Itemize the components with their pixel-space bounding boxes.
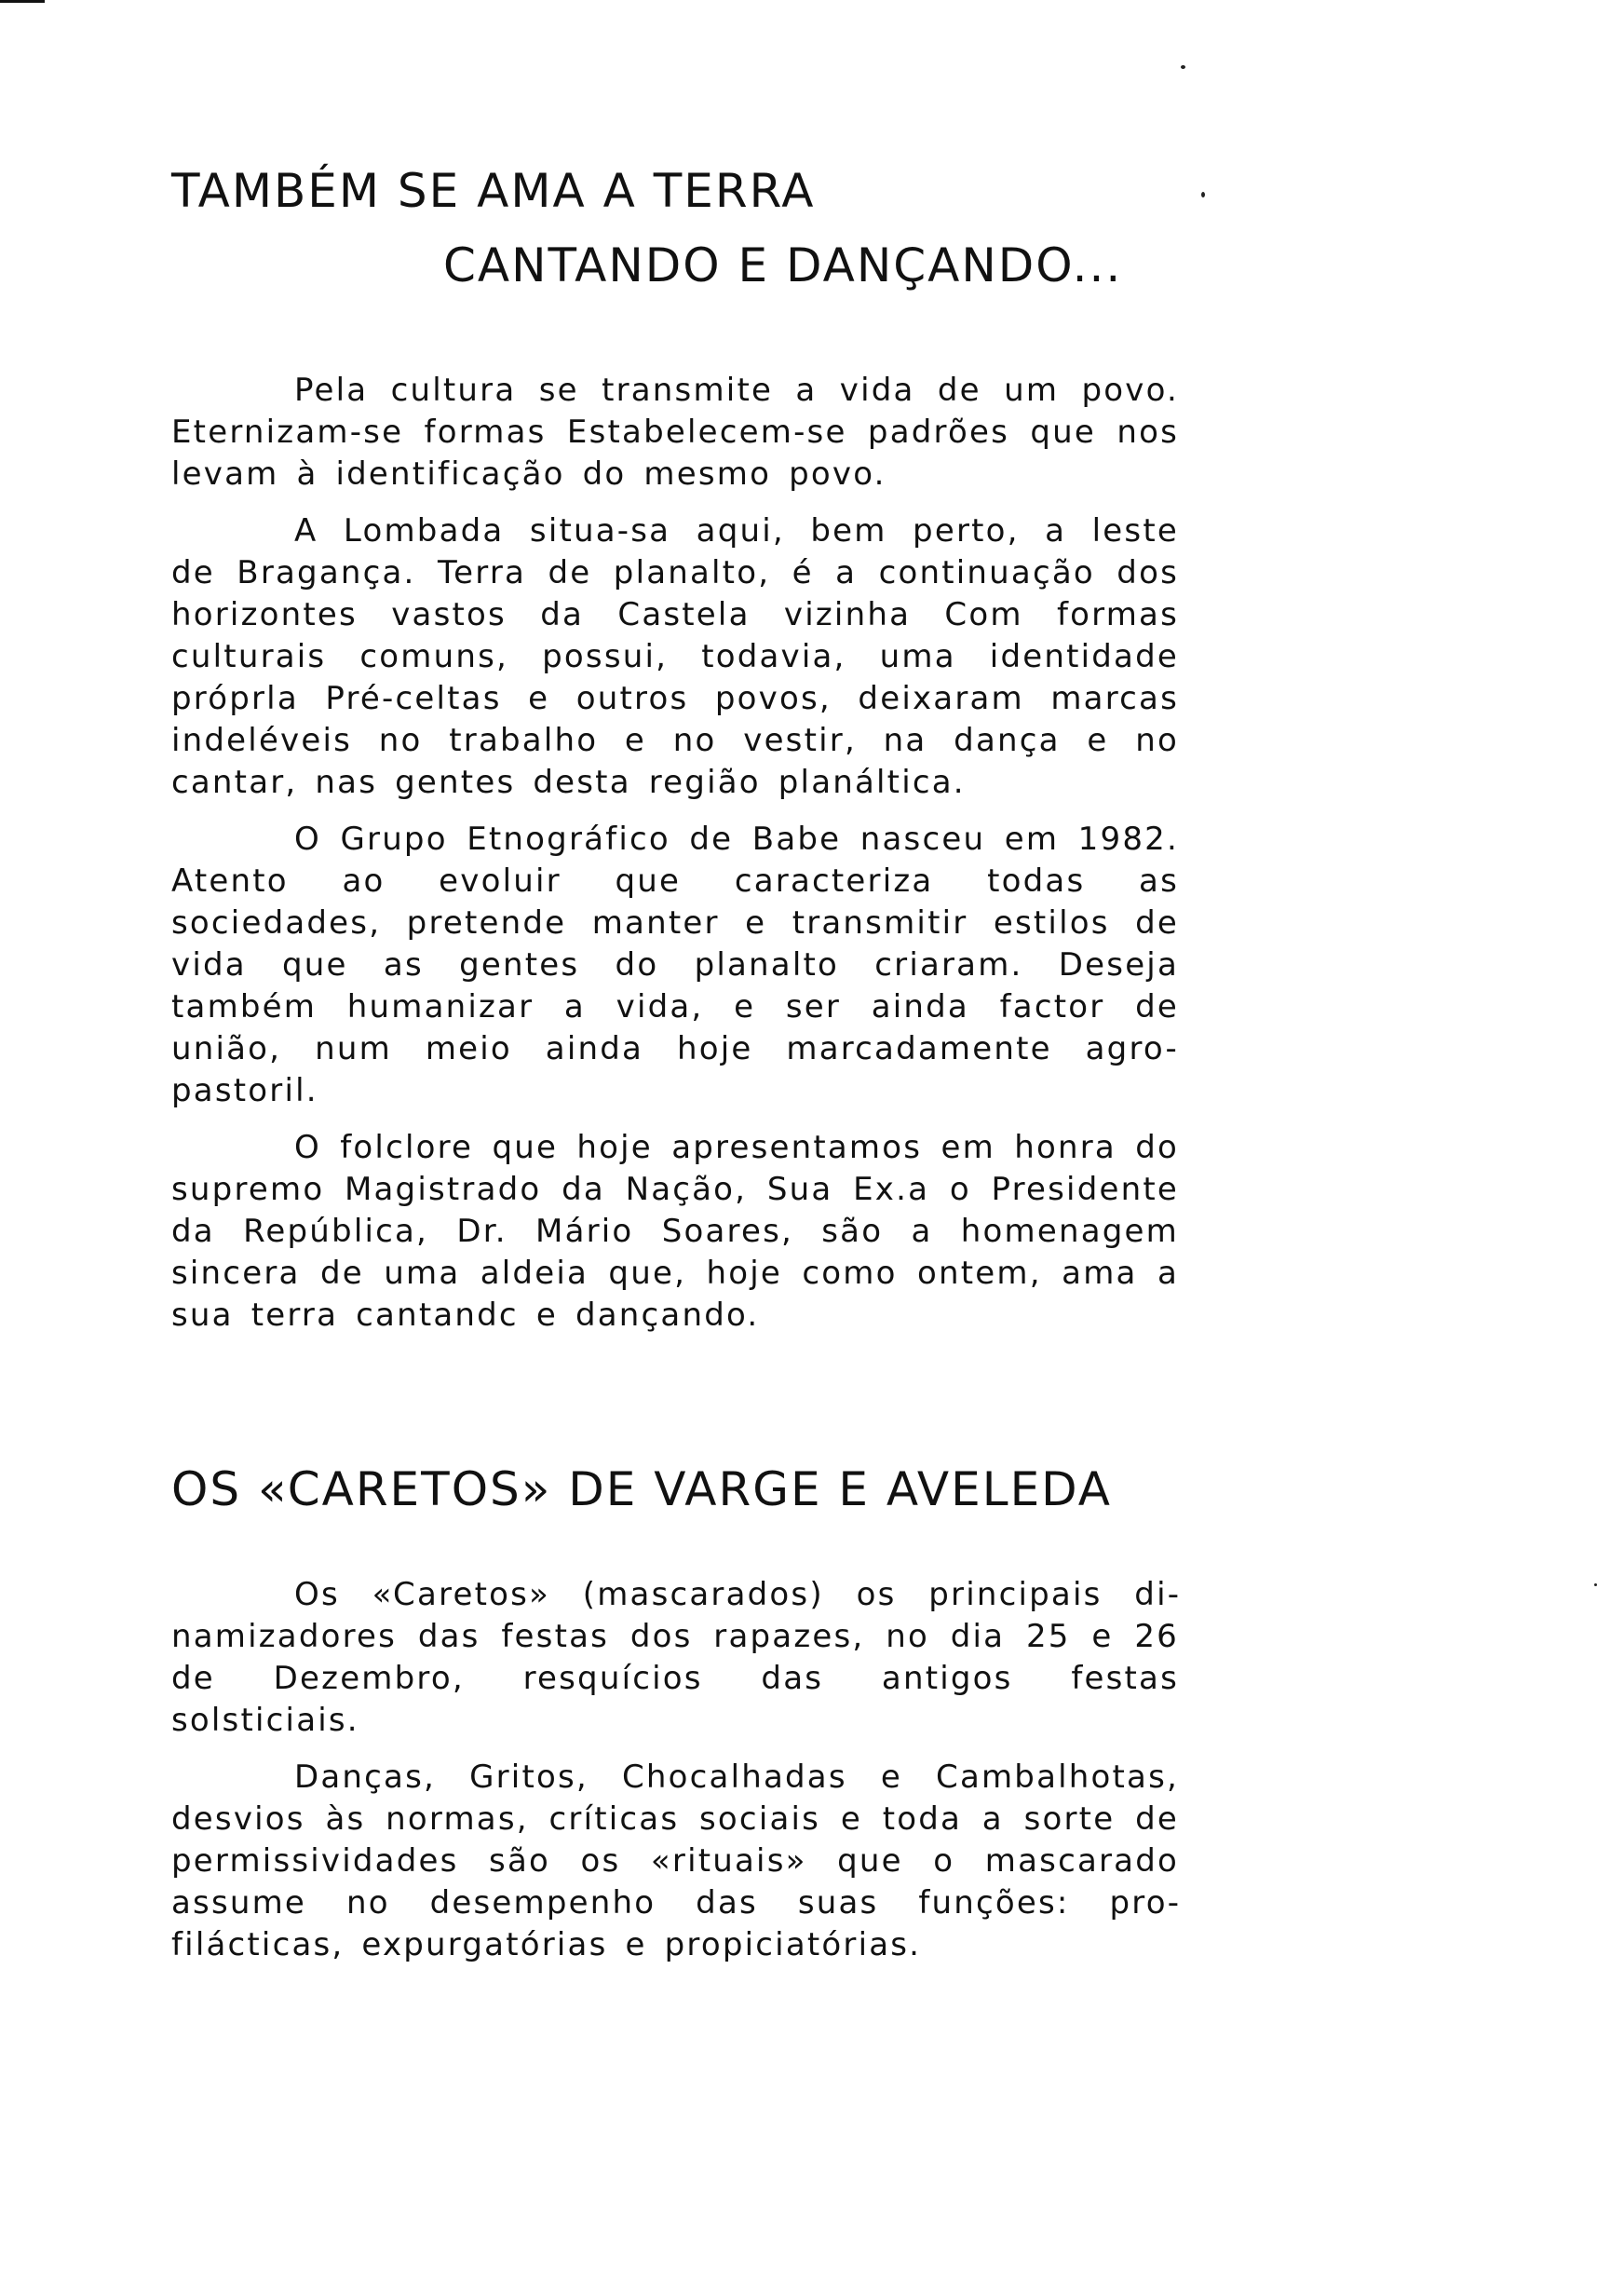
paragraph: O Grupo Etnográfico de Babe nasceu em 1982. Atento ao evoluir que caracteriza todas as sociedades, pretende manter e transmitir estilos de vida que as gentes do planalto criaram. Deseja também humanizar a vida, e ser ainda factor de união, num meio ainda hoje marcadamente agro-pastoril. bbox=[171, 821, 1179, 1109]
paragraph: Os «Caretos» (mascarados) os principais dinamizadores das festas dos rapazes, no dia 25 e 26 de Dezembro, resquícios das antigos festas solsticiais. bbox=[171, 1576, 1179, 1739]
paragraph: O folclore que hoje apresentamos em honra do supremo Magistrado da Nação, Sua Ex.a o Presidente da República, Dr. Mário Soares, são a homenagem sincera de uma aldeia que, hoje como ontem, ama a sua terra cantandc e dançando. bbox=[171, 1129, 1179, 1334]
section1-title-line1: TAMBÉM SE AMA A TERRA bbox=[171, 164, 816, 218]
section2-body bbox=[171, 1574, 1179, 1966]
scan-speck bbox=[1594, 1583, 1597, 1586]
section1-body bbox=[171, 370, 1179, 1337]
scan-corner-mark bbox=[0, 0, 45, 3]
scan-speck bbox=[1181, 65, 1185, 69]
paragraph: Pela cultura se transmite a vida de um povo. Eternizam-se formas Estabelecem-se padrões que nos levam à identificação do mesmo povo. bbox=[171, 372, 1179, 493]
paragraph: A Lombada situa-sa aqui, bem perto, a leste de Bragança. Terra de planalto, é a continuação dos horizontes vastos da Castela vizinha Com formas culturais comuns, possui, todavia, uma identidade próprla Pré-celtas e outros povos, deixaram marcas indeléveis no trabalho e no vestir, na dança e no cantar, nas gentes desta região planáltica. bbox=[171, 512, 1179, 801]
section2-title: OS «CARETOS» DE VARGE E AVELEDA bbox=[171, 1462, 1112, 1516]
scan-speck bbox=[1201, 192, 1205, 197]
paragraph: Danças, Gritos, Chocalhadas e Cambalhotas, desvios às normas, críticas sociais e toda a sorte de permissividades são os «rituais» que o mascarado assume no desempenho das suas funções: profilácticas, expurgatórias e propiciatórias. bbox=[171, 1759, 1179, 1963]
section1-title-line2: CANTANDO E DANÇANDO... bbox=[443, 238, 1123, 292]
